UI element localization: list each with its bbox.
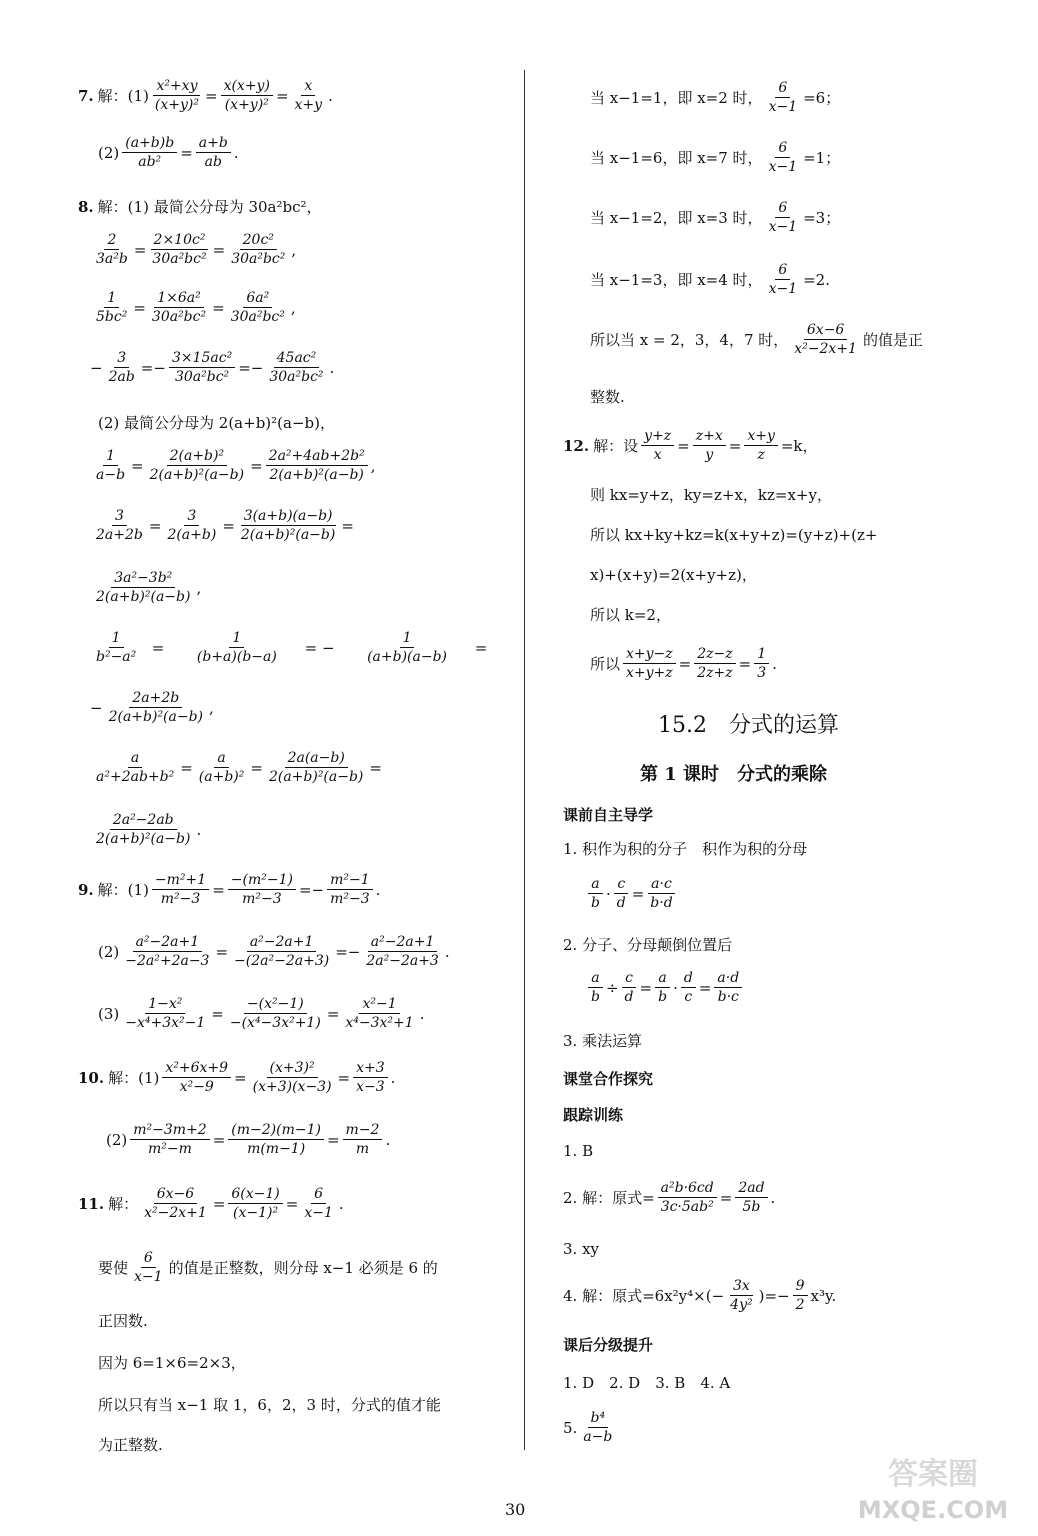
case-4: 当 x−1=3，即 x=4 时， $\frac{6}{x-1}$ =2. — [590, 262, 830, 297]
q11-line4: 因为 6=1×6=2×3， — [98, 1354, 246, 1372]
q8-row3: − $\frac{3}{2ab}$ =− $\frac{\text{3×15ac²}}{\text{30a²bc²}}$ =− $\frac{\text{45ac²}}{\text{30a²bc²}}$ . — [90, 350, 335, 385]
subheading-practice: 跟踪训练 — [563, 1106, 624, 1124]
column-divider — [524, 70, 525, 1450]
q8-row5b: $\frac{\text{3a²−3b²}}{\text{2(a+b)²(a−b)}}$ , — [96, 570, 202, 605]
subheading-inclass: 课堂合作探究 — [563, 1070, 654, 1088]
fraction: $\frac{\text{x²+xy}}{\text{(x+y)²}}$ — [154, 78, 199, 113]
fraction: $\frac{a+b}{ab}$ — [196, 135, 231, 170]
case-3: 当 x−1=2，即 x=3 时， $\frac{6}{x-1}$ =3； — [590, 200, 841, 235]
section-heading: 15.2 分式的运算 — [658, 713, 839, 738]
q9-line2: (2) $\frac{\text{a²−2a+1}}{\text{−2a²+2a−3}}$ = $\frac{\text{a²−2a+1}}{\text{−(2a²−2a+3)}}$ =− $\frac{\text{a²−2a+1}}{\text{2a²−2a+3}}$ . — [98, 934, 450, 969]
q8-line1: 8. 解：(1) 最简公分母为 30a²bc²， — [78, 197, 322, 216]
case-1: 当 x−1=1，即 x=2 时， $\frac{6}{x-1}$ =6； — [590, 80, 841, 115]
conclusion-line2: 整数. — [590, 388, 625, 406]
q8-row5: $\frac{3}{2a+2b}$ = $\frac{3}{2(a+b)}$ = $\frac{3(a+b)(a-b)}{\text{2(a+b)²(a−b)}}$ = — [96, 508, 354, 543]
q11-line3: 正因数. — [98, 1312, 148, 1330]
q12-line4: x)+(x+y)=2(x+y+z)， — [590, 566, 757, 584]
svg-text:答案圈: 答案圈 — [888, 1457, 978, 1492]
answer-2: 2. 分子、分母颠倒位置后 — [563, 936, 733, 954]
q12-line5: 所以 k=2， — [590, 606, 671, 624]
lesson-heading: 第 1 课时 分式的乘除 — [640, 764, 828, 785]
q8-row1: $\frac{2}{\text{3a²b}}$ = $\frac{\text{2×10c²}}{\text{30a²bc²}}$ = $\frac{\text{20c²}}{\text{30a²bc²}}$ , — [96, 232, 297, 267]
case-2: 当 x−1=6，即 x=7 时， $\frac{6}{x-1}$ =1； — [590, 140, 841, 175]
q8-row7: $\frac{a}{\text{a²+2ab+b²}}$ = $\frac{a}{\text{(a+b)²}}$ = $\frac{2a(a-b)}{\text{2(a+b)²(a−b)}}$ = — [96, 750, 382, 785]
q8-row7b: $\frac{\text{2a²−2ab}}{\text{2(a+b)²(a−b)}}$ . — [96, 812, 202, 847]
conclusion-line1: 所以当 x = 2，3，4，7 时， $\frac{6x-6}{\text{x²−2x+1}}$ 的值是正 — [590, 322, 923, 357]
page-number: 30 — [505, 1500, 526, 1519]
q8-row2: $\frac{1}{\text{5bc²}}$ = $\frac{\text{1×6a²}}{\text{30a²bc²}}$ = $\frac{\text{6a²}}{\text{30a²bc²}}$ , — [96, 290, 296, 325]
answer-2-formula: $\frac{a}{b}$ ÷ $\frac{c}{d}$ = $\frac{a}{b}$ · $\frac{d}{c}$ = $\frac{a\cdot d}{b\cdot c}$ — [585, 970, 745, 1005]
q10-line2: (2) $\frac{\text{m²−3m+2}}{\text{m²−m}}$ = $\frac{(m-2)(m-1)}{m(m-1)}$ = $\frac{m-2}{m}$ . — [106, 1122, 391, 1157]
subheading-after-class: 课后分级提升 — [563, 1336, 654, 1354]
q8-row6b: − $\frac{2a+2b}{\text{2(a+b)²(a−b)}}$ , — [90, 690, 214, 725]
q7-line2: (2) $\frac{(a+b)b}{\text{ab²}}$ = $\frac{a+b}{ab}$ . — [98, 135, 239, 170]
fraction: $\frac{(a+b)b}{\text{ab²}}$ — [122, 135, 177, 170]
watermark-logo — [838, 1446, 1028, 1526]
fraction: $\frac{x(x+y)}{\text{(x+y)²}}$ — [221, 78, 273, 113]
q10-line1: 10. 解：(1) $\frac{\text{x²+6x+9}}{\text{x²−9}}$ = $\frac{\text{(x+3)²}}{(x+3)(x-3)}$ = $\frac{x+3}{x-3}$ . — [78, 1060, 396, 1095]
practice-4: 4. 解：原式=6x²y⁴× (− $\frac{3x}{\text{4y²}}$ ) =− $\frac{9}{2}$ x³y. — [563, 1278, 837, 1313]
q8-line2: (2) 最简公分母为 2(a+b)²(a−b)， — [98, 414, 335, 432]
choice-answers: 1. D 2. D 3. B 4. A — [563, 1374, 731, 1392]
q12-line2: 则 kx=y+z，ky=z+x，kz=x+y， — [590, 486, 832, 504]
q11-line1: 11. 解： $\frac{6x-6}{\text{x²−2x+1}}$ = $\frac{6(x-1)}{\text{(x−1)²}}$ = $\frac{6}{x-1}$ . — [78, 1186, 344, 1221]
answer-5: 5. $\frac{\text{b⁴}}{a-b}$ — [563, 1410, 613, 1445]
answer-3: 3. 乘法运算 — [563, 1032, 643, 1050]
subheading-preclass: 课前自主导学 — [563, 806, 654, 824]
q8-row6: $\frac{1}{\text{b²−a²}}$ = $\frac{1}{(b+a)(b-a)}$ = − $\frac{1}{(a+b)(a-b)}$ = — [96, 630, 488, 665]
q11-line6: 为正整数. — [98, 1436, 163, 1454]
q12-line6: 所以 $\frac{x+y-z}{x+y+z}$ = $\frac{2z-z}{2z+z}$ = $\frac{1}{3}$ . — [590, 646, 777, 681]
q9-line3: (3) $\frac{\text{1−x²}}{\text{−x⁴+3x²−1}}$ = $\frac{\text{−(x²−1)}}{\text{−(x⁴−3x²+1)}}$ = $\frac{\text{x²−1}}{\text{x⁴−3x²+1}}$ . — [98, 996, 425, 1031]
q12-line1: 12. 解：设 $\frac{y+z}{x}$ = $\frac{z+x}{y}$ = $\frac{x+y}{z}$ =k， — [563, 428, 818, 463]
svg-text:MXQE.COM: MXQE.COM — [857, 1496, 1009, 1524]
fraction: $\frac{x}{x+y}$ — [294, 78, 323, 113]
q8-row4: $\frac{1}{a-b}$ = $\frac{\text{2(a+b)²}}{\text{2(a+b)²(a−b)}}$ = $\frac{\text{2a²+4ab+2b²}}{\text{2(a+b)²(a−b)}}$ , — [96, 448, 376, 483]
practice-2: 2. 解：原式= $\frac{\text{a²b·6cd}}{\text{3c·5ab²}}$ = $\frac{2ad}{5b}$ . — [563, 1180, 776, 1215]
q7-line1: 7. 解：(1) $\frac{\text{x²+xy}}{\text{(x+y)²}}$ = $\frac{x(x+y)}{\text{(x+y)²}}$ = $\frac{x}{x+y}$ . — [78, 78, 333, 113]
answer-1: 1. 积作为积的分子 积作为积的分母 — [563, 840, 808, 858]
practice-3: 3. xy — [563, 1240, 600, 1258]
q11-line5: 所以只有当 x−1 取 1，6，2，3 时，分式的值才能 — [98, 1396, 441, 1414]
q9-line1: 9. 解：(1) $\frac{\text{−m²+1}}{\text{m²−3}}$ = $\frac{\text{−(m²−1)}}{\text{m²−3}}$ =− $\frac{\text{m²−1}}{\text{m²−3}}$ . — [78, 872, 381, 907]
q12-line3: 所以 kx+ky+kz=k(x+y+z)=(y+z)+(z+ — [590, 526, 878, 544]
q11-line2: 要使 $\frac{6}{x-1}$ 的值是正整数，则分母 x−1 必须是 6 的 — [98, 1250, 438, 1285]
answer-1-formula: $\frac{a}{b}$ · $\frac{c}{d}$ = $\frac{a\cdot c}{b\cdot d}$ — [585, 876, 679, 911]
practice-1: 1. B — [563, 1142, 594, 1160]
